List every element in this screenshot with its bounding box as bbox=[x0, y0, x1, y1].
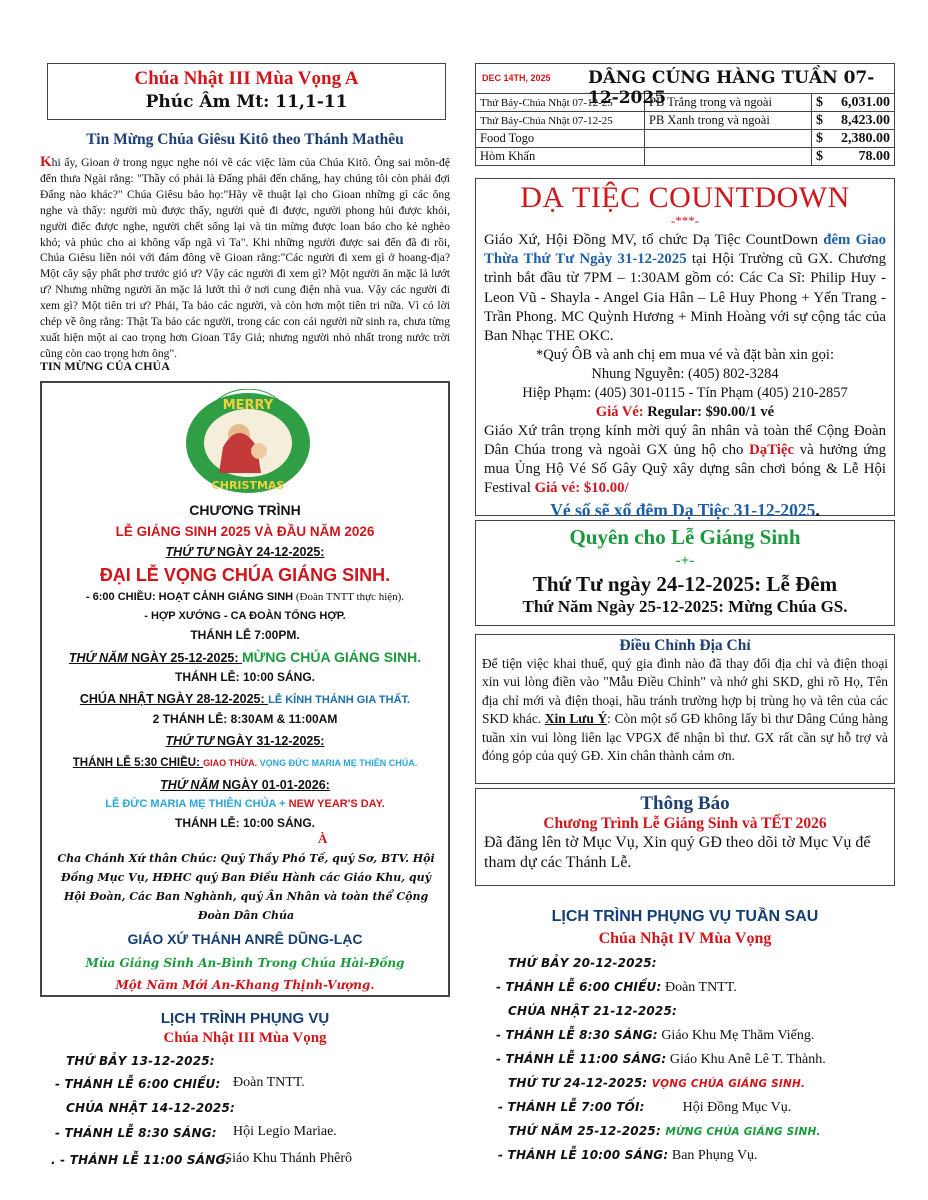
next-l7a: - THÁNH LỄ 7:00 TỐI: bbox=[498, 1100, 645, 1114]
logo-merry-text: MERRY bbox=[222, 398, 274, 413]
day-4-date: NGÀY 31-12-2025: bbox=[213, 734, 325, 748]
day-1-date: NGÀY 24-12-2025: bbox=[213, 545, 325, 559]
raffle-draw-dot: . bbox=[815, 500, 820, 521]
next-l2b: Đoàn TNTT. bbox=[661, 980, 737, 995]
day-4-eve: GIAO THỪA. bbox=[203, 758, 260, 768]
address-title: Điều Chỉnh Địa Chỉ bbox=[619, 637, 751, 654]
day-1-line-3: THÁNH LỄ 7:00PM. bbox=[190, 628, 300, 642]
day-3-line-1: 2 THÁNH LỄ: 8:30AM & 11:00AM bbox=[152, 712, 338, 726]
sun-group-1: Hội Legio Mariae. bbox=[233, 1124, 337, 1139]
address-note-text: : Còn một số GĐ không lấy bì thư Dâng Cúng hàng tuần xin vui lòng liên lạc VPGX để nhận bì thư. GX rất cần sự hỗ trợ và đóng góp của quý GĐ. Xin chân thành cảm ơn. bbox=[482, 711, 888, 764]
notice-text: Đã đăng lên tờ Mục Vụ, Xin quý GĐ theo dõi tờ Mục Vụ để tham dự các Thánh Lễ. bbox=[484, 834, 871, 871]
row-3-label: Food Togo bbox=[476, 130, 645, 148]
collection-line-1: Thứ Tư ngày 24-12-2025: Lễ Đêm bbox=[532, 572, 838, 596]
address-text: Để tiện việc khai thuế, quý gia đình nào đã thay đổi địa chỉ và điện thoại xin vui lòng điền vào "Mẫu Điều Chỉnh" và nhớ ghi SKD, ghi rõ Họ, Tên địa chỉ mới và điện thoại, hầu tránh trường hợp bị trùng họ và tên của các SKD khác. bbox=[482, 656, 888, 727]
parish-name: GIÁO XỨ THÁNH ANRÊ DŨNG-LẠC bbox=[127, 931, 363, 947]
day-5-newyear: NEW YEAR'S DAY. bbox=[288, 798, 385, 810]
ticket-label: Giá Vé: bbox=[595, 404, 648, 421]
wish-line-2: Một Năm Mới An-Khang Thịnh-Vượng. bbox=[115, 978, 375, 992]
day-1-line-1b: (Đoàn TNTT thực hiện). bbox=[293, 591, 405, 603]
donations-title: DÂNG CÚNG HÀNG TUẦN 07-12-2025 bbox=[588, 68, 875, 108]
gospel-closing: TIN MỪNG CỦA CHÚA bbox=[40, 359, 170, 373]
logo-christmas-text: CHRISTMAS bbox=[211, 479, 285, 492]
row-4-amount: 78.00 bbox=[834, 148, 895, 166]
row-2-amount: 8,423.00 bbox=[834, 112, 895, 130]
sat-group: Đoàn TNTT. bbox=[233, 1075, 305, 1090]
collection-title: Quyên cho Lễ Giáng Sinh bbox=[569, 525, 801, 549]
sun-group-2: Giáo Khu Thánh Phêrô bbox=[222, 1151, 352, 1166]
sat-mass: - THÁNH LỄ 6:00 CHIỀU: bbox=[55, 1077, 221, 1091]
liturgy-subtitle: Chúa Nhật III Mùa Vọng bbox=[163, 1030, 327, 1046]
sunday-title: Chúa Nhật III Mùa Vọng A bbox=[134, 68, 359, 89]
gospel-reference: Phúc Âm Mt: 11,1-11 bbox=[145, 92, 348, 112]
contact-2: Hiệp Phạm: (405) 301-0115 - Tín Phạm (405) 210-2857 bbox=[522, 385, 848, 402]
notice-title: Thông Báo bbox=[640, 793, 730, 814]
countdown-p1c: tại Hội Trường cũ GX. Chương trình bắt đầu từ 7PM – 1:30AM gồm có: Các Ca Sĩ: Philip Huy - Leon Vũ - Shayla - Angel Gia Hân – Lê Huy Phong + Yến Trang - Trần Phong. MC Quỳnh Hương + Minh Hoàng với sự cộng tác của Ban Nhạc THE OKC. bbox=[484, 251, 886, 345]
drop-cap: K bbox=[40, 154, 52, 170]
day-5-line-2: THÁNH LỄ: 10:00 SÁNG. bbox=[174, 816, 316, 830]
raffle-p2: và hưởng ứng mua Ủng Hộ Vé Số Gây Quỹ xây dựng sân chơi bóng & Lễ Hội Festival bbox=[484, 442, 887, 497]
row-4-currency: $ bbox=[812, 148, 835, 166]
notice-subtitle: Chương Trình Lễ Giáng Sinh và TẾT 2026 bbox=[543, 815, 827, 832]
raffle-draw-text: Vé số sẽ xổ đêm Dạ Tiệc 31-12-2025 bbox=[550, 500, 816, 521]
raffle-p1: Giáo Xứ trân trọng kính mời quý ân nhân và toàn thể Cộng Đoàn Dân Chúa trong và ngoài GX ủng hộ cho bbox=[484, 423, 886, 459]
contact-intro: *Quý ÔB và anh chị em mua vé và đặt bàn xin gọi: bbox=[536, 347, 834, 364]
gospel-text: hi ấy, Gioan ở trong ngục nghe nói về các việc làm của Chúa Kitô. Ông sai môn-đệ đến thưa Ngài rằng: "Thầy có phải là Đấng phải đến chăng, hay chúng tôi còn phải đợi Đấng nào khác?" Chúa Giêsu bảo họ:"Hãy về thuật lại cho Gioan những gì các ông nghe và thấy: người mù được thấy, người què đi được, người phong hủi được khỏi, người điếc được nghe, người chết sống lại và tin mừng được loan báo cho kẻ nghèo khó; và phúc cho ai không vấp ngã vì Ta". Khi những người được sai đến đã đi rồi, Chúa Giêsu liền nói với đám đông về Gioan rằng:"Các người đi xem gì ở hoang-địa? Một cây sậy phất phơ trước gió ư? Vậy các người đi xem gì? Một người ăn mặc lả lướt ư? Nhưng những người ăn mặc lả lướt thì ở nơi cung điện nhà vua. Vậy các người đi xem gì? Một tiên tri ư? Phải, Ta bảo các người, và còn hơn một tiên tri nữa. Vì có lời chép về ông rằng: Thật Ta bảo các người, trong các con cái người nữ sinh ra, chưa từng xuất hiện một ai cao trọng hơn Gioan Tẩy Giả; nhưng người nhỏ nhất trong nước trời cũng còn cao trọng hơn ông". bbox=[40, 156, 450, 360]
day-1-line-2: - HỢP XƯỚNG - CA ĐOÀN TỔNG HỢP. bbox=[144, 610, 346, 622]
day-4-weekday: THỨ TƯ bbox=[165, 734, 214, 748]
address-note-label: Xin Lưu Ý bbox=[544, 711, 608, 727]
next-l1: THỨ BẢY 20-12-2025: bbox=[508, 956, 657, 970]
next-l4a: - THÁNH LỄ 8:30 SÁNG: bbox=[496, 1028, 658, 1042]
day-4-vigil: VỌNG ĐỨC MARIA MẸ THIÊN CHÚA. bbox=[259, 758, 418, 768]
wish-line-1: Mùa Giáng Sinh An-Bình Trong Chúa Hài-Đồng bbox=[85, 956, 405, 970]
sun-mass-2: . - THÁNH LỄ 11:00 SÁNG: bbox=[51, 1153, 231, 1167]
next-l9b: Ban Phụng Vụ. bbox=[668, 1148, 758, 1163]
sun-label: CHÚA NHẬT 14-12-2025: bbox=[66, 1101, 236, 1115]
day-5-date: NGÀY 01-01-2026: bbox=[218, 778, 330, 792]
next-l5b: Giáo Khu Anê Lê T. Thành. bbox=[666, 1052, 826, 1067]
row-4-label: Hòm Khấn bbox=[476, 148, 645, 166]
donations-stamp: DEC 14TH, 2025 bbox=[482, 73, 551, 83]
day-2-event: MỪNG CHÚA GIÁNG SINH. bbox=[242, 649, 422, 665]
day-2-date: NGÀY 25-12-2025: bbox=[127, 651, 243, 665]
day-3-event: LỄ KÍNH THÁNH GIA THẤT. bbox=[268, 694, 411, 706]
raffle-price: Giá vé: $10.00/ bbox=[534, 480, 629, 497]
next-l2a: - THÁNH LỄ 6:00 CHIỀU: bbox=[496, 980, 662, 994]
day-2-line-1: THÁNH LỄ: 10:00 SÁNG. bbox=[174, 670, 316, 684]
program-subtitle: LỄ GIÁNG SINH 2025 VÀ ĐẦU NĂM 2026 bbox=[115, 524, 375, 539]
next-l5a: - THÁNH LỄ 11:00 SÁNG: bbox=[496, 1052, 667, 1066]
next-liturgy-title: LỊCH TRÌNH PHỤNG VỤ TUẦN SAU bbox=[551, 908, 819, 925]
next-l6a: THỨ TƯ 24-12-2025: bbox=[508, 1076, 652, 1090]
collection-line-2: Thứ Năm Ngày 25-12-2025: Mừng Chúa GS. bbox=[522, 597, 848, 616]
sun-mass-1: - THÁNH LỄ 8:30 SÁNG: bbox=[55, 1126, 217, 1140]
day-5-feast: LỄ ĐỨC MARIA MẸ THIÊN CHÚA + bbox=[105, 798, 289, 810]
day-1-weekday: THỨ TƯ bbox=[165, 545, 214, 559]
ticket-price: Regular: $90.00/1 vé bbox=[647, 404, 775, 421]
day-1-event: ĐẠI LỄ VỌNG CHÚA GIÁNG SINH. bbox=[99, 565, 391, 585]
next-l4b: Giáo Khu Mẹ Thăm Viếng. bbox=[657, 1028, 815, 1043]
collection-separator: -+- bbox=[675, 553, 695, 569]
countdown-p1a: Giáo Xứ, Hội Đồng MV, tổ chức Dạ Tiệc CountDown bbox=[484, 232, 824, 248]
next-l9a: - THÁNH LỄ 10:00 SÁNG: bbox=[498, 1148, 669, 1162]
next-l8b: MỪNG CHÚA GIÁNG SINH. bbox=[665, 1126, 821, 1138]
raffle-party: DạTiệc bbox=[749, 442, 795, 459]
sat-label: THỨ BẢY 13-12-2025: bbox=[66, 1054, 215, 1068]
next-liturgy-subtitle: Chúa Nhật IV Mùa Vọng bbox=[598, 930, 772, 947]
row-1-label: Thứ Bảy-Chúa Nhật 07-12-25 bbox=[476, 94, 645, 112]
row-2-desc: PB Xanh trong và ngoài bbox=[645, 112, 812, 130]
next-l8a: THỨ NĂM 25-12-2025: bbox=[508, 1124, 666, 1138]
day-5-weekday: THỨ NĂM bbox=[160, 778, 219, 792]
day-2-weekday: THỨ NĂM bbox=[68, 651, 128, 665]
row-1-desc: PB Trắng trong và ngoài bbox=[645, 94, 812, 112]
section-mark: À bbox=[318, 831, 328, 846]
blessing-text: Cha Chánh Xứ thân Chúc: Quý Thầy Phó Tế, quý Sơ, BTV. Hội Đồng Mục Vụ, HĐHC quý Ban Điều Hành các Giáo Khu, quý Hội Đoàn, Các Ban Nghành, quý Ân Nhân và toàn thể Cộng Đoàn Dân Chúa bbox=[57, 852, 435, 922]
day-4-mass: THÁNH LỄ 5:30 CHIỀU: bbox=[72, 757, 204, 769]
next-l6b: VỌNG CHÚA GIÁNG SINH. bbox=[651, 1078, 806, 1090]
program-title: CHƯƠNG TRÌNH bbox=[189, 502, 301, 518]
contact-1: Nhung Nguyễn: (405) 802-3284 bbox=[591, 366, 779, 383]
gospel-heading: Tin Mừng Chúa Giêsu Kitô theo Thánh Mathêu bbox=[86, 131, 404, 148]
row-2-label: Thứ Bảy-Chúa Nhật 07-12-25 bbox=[476, 112, 645, 130]
row-2-currency: $ bbox=[812, 112, 835, 130]
countdown-date: đêm Giao Thừa Thứ Tư Ngày 31-12-2025 bbox=[484, 232, 886, 268]
countdown-title: DẠ TIỆC COUNTDOWN bbox=[520, 181, 850, 214]
countdown-stars: -***- bbox=[670, 213, 700, 228]
row-1-currency: $ bbox=[812, 94, 835, 112]
next-l7b: Hội Đồng Mục Vụ. bbox=[682, 1100, 792, 1115]
day-1-line-1a: - 6:00 CHIỀU: HOẠT CẢNH GIÁNG SINH bbox=[85, 591, 294, 603]
row-3-currency: $ bbox=[812, 130, 835, 148]
row-3-amount: 2,380.00 bbox=[834, 130, 895, 148]
next-l3: CHÚA NHẬT 21-12-2025: bbox=[508, 1004, 678, 1018]
day-3-date: CHÚA NHẬT NGÀY 28-12-2025: bbox=[79, 692, 269, 706]
liturgy-title: LỊCH TRÌNH PHỤNG VỤ bbox=[160, 1010, 330, 1027]
row-1-amount: 6,031.00 bbox=[834, 94, 895, 112]
